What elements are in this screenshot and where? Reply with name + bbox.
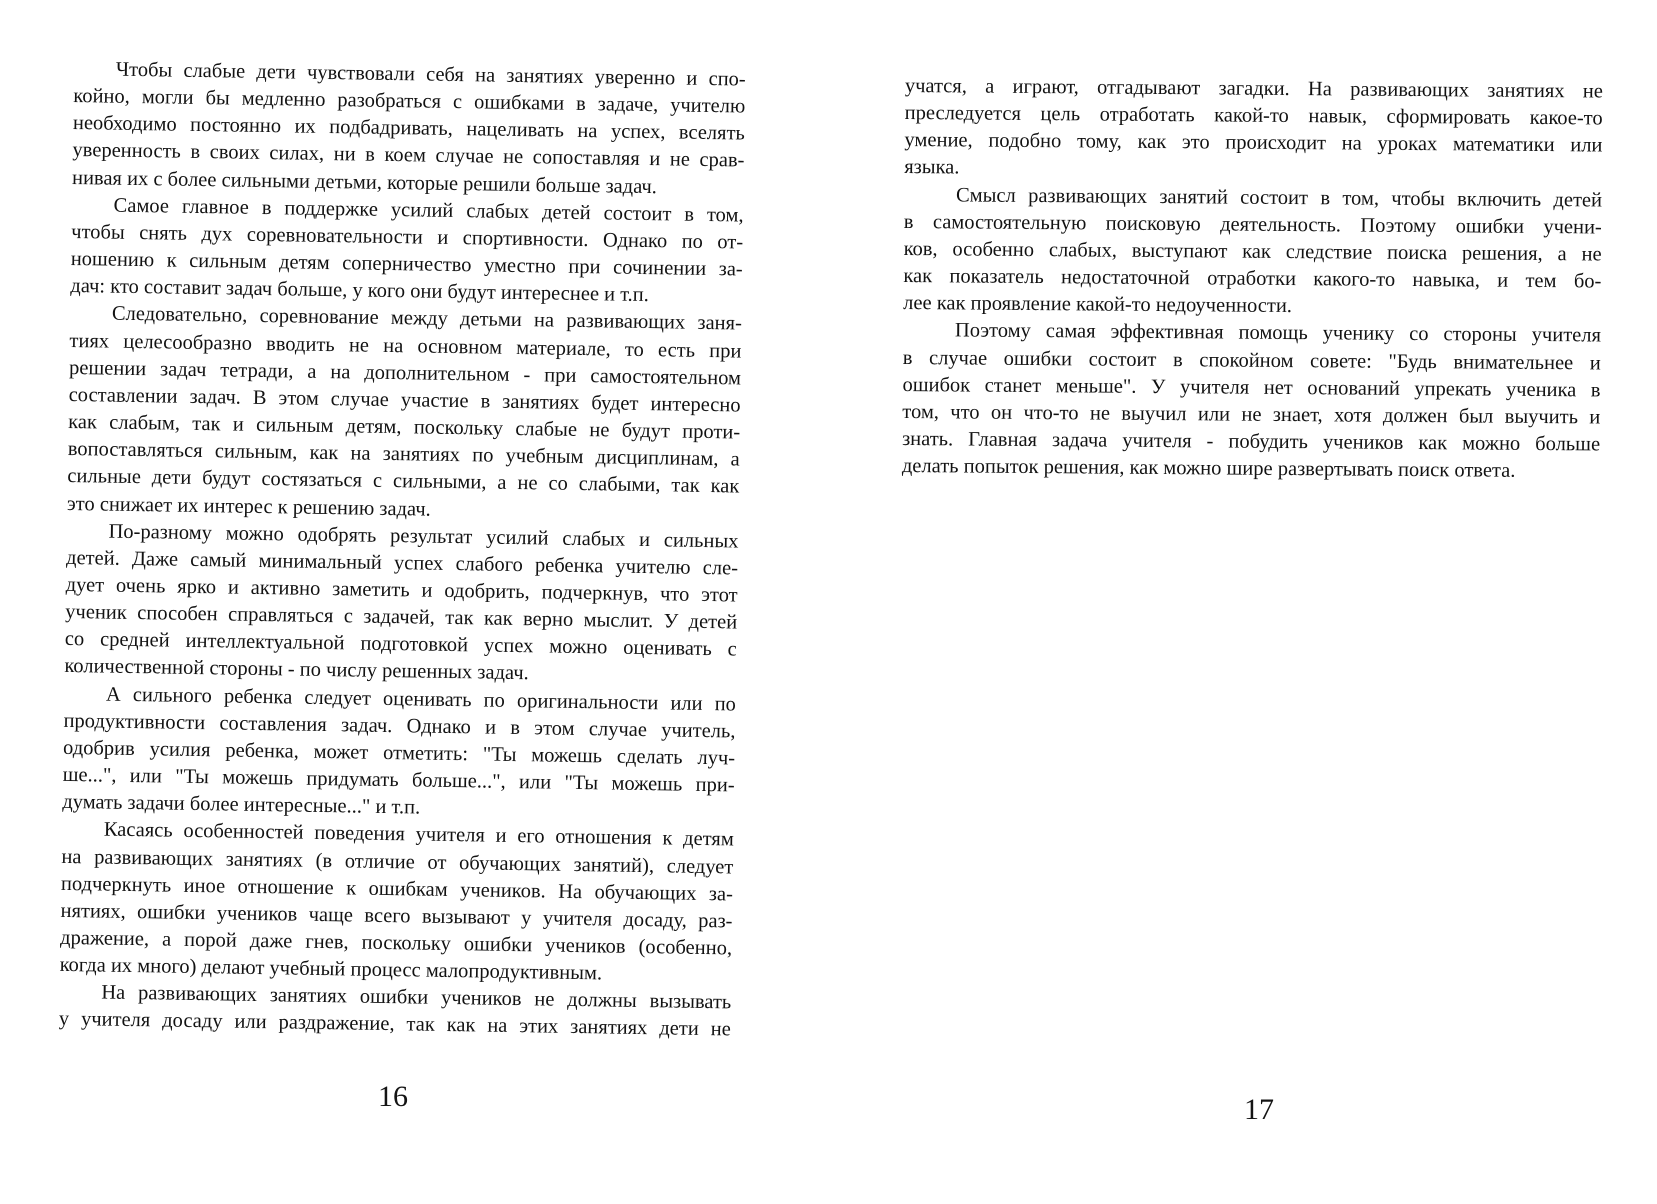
text-line: ше...", или "Ты можешь придумать больше...", или "Ты можешь при- — [62, 763, 735, 797]
text-line: А сильного ребенка следует оценивать по оригинальности или по — [105, 683, 737, 716]
text-line: нятиях, ошибки учеников чаще всего вызывают у учителя досаду, раз- — [60, 899, 733, 933]
text-line: Смысл развивающих занятий состоит в том, чтобы включить детей — [955, 184, 1603, 212]
text-line: Следовательно, соревнование между детьми на развивающих заня- — [111, 303, 743, 335]
page-number: 16 — [378, 1080, 408, 1113]
text-line: подчеркнуть иное отношение к ошибкам учеников. На обучающих за- — [60, 872, 734, 906]
text-line: вопоставляться сильным, как на занятиях по учебным дисциплинам, а — [67, 438, 740, 471]
text-line: детей. Даже самый минимальный успех слабого ребенка учителю сле- — [65, 546, 739, 580]
text-line: в самостоятельную поисковую деятельность. Поэтому ошибки учени- — [903, 210, 1602, 239]
text-line: со средней интеллектуальной подготовкой успех можно оценивать с — [64, 628, 737, 661]
text-line: как слабым, так и сильным детям, поскольку слабые не будут проти- — [68, 410, 741, 444]
text-line: Касаясь особенностей поведения учителя и его отношения к детям — [103, 818, 734, 851]
text-line: умение, подобно тому, как это происходит на уроках математики или — [904, 129, 1603, 157]
text-line: преследуется цель отработать какой-то навык, сформировать какое-то — [904, 102, 1603, 130]
text-line: Чтобы слабые дети чувствовали себя на занятиях уверенно и спо- — [115, 58, 746, 91]
text-line: чтобы снять дух соревновательности и спортивности. Однако по от- — [71, 220, 744, 254]
text-line: дражение, а порой даже гнев, поскольку ошибки учеников (особенно, — [59, 926, 733, 960]
text-line: это снижает их интерес к решению задач. — [66, 492, 431, 521]
text-line: Поэтому самая эффективная помощь ученику со стороны учителя — [954, 319, 1602, 347]
text-line: как показатель недостаточной отработки какого-то навыка, и тем бо- — [903, 265, 1602, 293]
text-line: дач: кто составит задач больше, у кого они будут интереснее и т.п. — [70, 275, 650, 307]
page-number: 17 — [1244, 1093, 1274, 1126]
text-line: дует очень ярко и активно заметить и одобрить, подчеркнув, что этот — [65, 573, 738, 607]
text-line: на развивающих занятиях (в отличие от обучающих занятий), следует — [61, 845, 734, 878]
text-line: составлении задач. В этом случае участие в занятиях будет интересно — [68, 383, 741, 417]
text-line: количественной стороны - по числу решенных задач. — [64, 655, 529, 685]
text-line: койно, могли бы медленно разобраться с ошибками в задаче, учителю — [73, 85, 746, 118]
text-line: у учителя досаду или раздражение, так как на этих занятиях дети не — [58, 1008, 731, 1041]
text-line: тиях целесообразно вводить не на основном материале, то есть при — [69, 329, 742, 363]
page-left-text-block — [59, 56, 746, 1044]
text-line: Самое главное в поддержке усилий слабых детей состоит в том, — [113, 194, 744, 227]
text-line: продуктивности составления задач. Однако и в этом случае учитель, — [63, 709, 736, 743]
text-line: когда их много) делают учебный процесс малопродуктивным. — [59, 954, 603, 985]
text-line: ученик способен справляться с задачей, так как верно мыслит. У детей — [65, 601, 738, 634]
text-line: думать задачи более интересные..." и т.п. — [62, 791, 421, 819]
page-right-text-block — [902, 73, 1603, 486]
text-line: По-разному можно одобрять результат усилий слабых и сильных — [108, 520, 739, 553]
text-line: На развивающих занятиях ошибки учеников не должны вызывать — [101, 981, 732, 1014]
text-line: том, что он что-то не выучил или не знает, хотя должен был выучить и — [902, 400, 1601, 429]
text-line: решении задач тетради, а на дополнительном - при самостоятельном — [68, 356, 742, 390]
text-line: сильные дети будут состязаться с сильными, а не со слабыми, так как — [67, 465, 740, 498]
text-line: ошибок станет меньше". У учителя нет оснований упрекать ученика в — [902, 373, 1601, 402]
text-line: языка. — [904, 156, 960, 179]
text-line: необходимо постоянно их подбадривать, нацеливать на успех, вселять — [72, 112, 746, 145]
text-line: ков, особенно слабых, выступают как следствие поиска решения, а не — [903, 237, 1602, 266]
text-line: одобрив усилия ребенка, может отметить: "Ты можешь сделать луч- — [62, 736, 736, 770]
text-line: в случае ошибки состоит в спокойном совете: "Будь внимательнее и — [902, 346, 1601, 375]
text-line: учатся, а играют, отгадывают загадки. На развивающих занятиях не — [904, 74, 1603, 103]
text-line: знать. Главная задача учителя - побудить учеников как можно больше — [902, 428, 1601, 456]
text-line: уверенность в своих силах, ни в коем случае не сопоставляя и не срав- — [72, 139, 745, 173]
text-line: лее как проявление какой-то недоученности. — [903, 292, 1293, 318]
text-line: ношению к сильным детям соперничество уместно при сочинении за- — [70, 248, 743, 281]
text-line: нивая их с более сильными детьми, которые решили больше задач. — [71, 166, 658, 198]
text-line: делать попыток решения, как можно шире развертывать поиск ответа. — [901, 455, 1516, 482]
